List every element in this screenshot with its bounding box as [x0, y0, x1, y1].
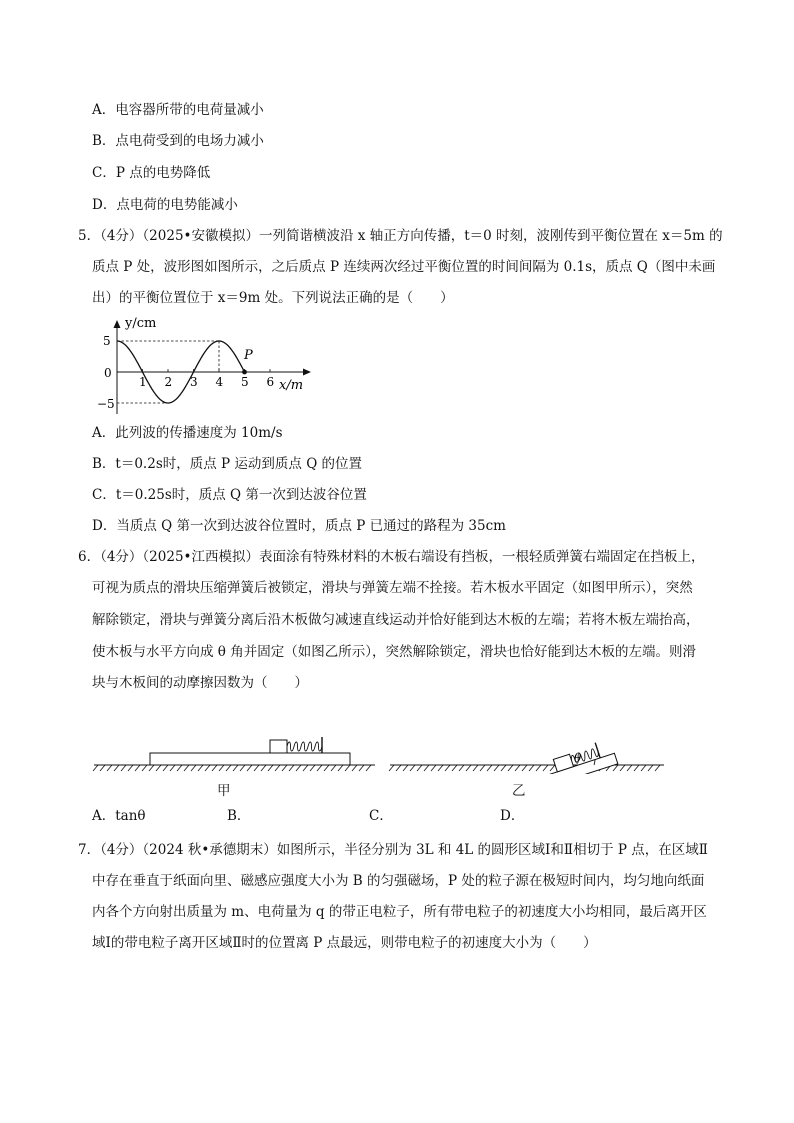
q5-option-b: B．t＝0.2s时，质点 P 运动到质点 Q 的位置: [92, 456, 363, 472]
y-tick-pos: 5: [103, 334, 111, 348]
y-axis-label: y/cm: [125, 316, 157, 331]
q5-stem-line-3: 出）的平衡位置位于 x＝9m 处。下列说法正确的是（ ）: [92, 290, 454, 306]
q6-stem-line-4: 使木板与水平方向成 θ 角并固定（如图乙所示），突然解除锁定，滑块也恰好能到达木板的左端。则滑: [92, 644, 696, 660]
y-axis-arrow: [114, 320, 121, 328]
q6-figure-horizontal: [92, 732, 377, 772]
q6-options-row: [92, 806, 652, 826]
q7-stem-line-3: 内各个方向射出质量为 m、电荷量为 q 的带正电粒子，所有带电粒子的初速度大小均相同，最后离开区: [92, 904, 707, 920]
q6-figure-inclined: [388, 698, 668, 774]
q4-option-c: C．P 点的电势降低: [92, 165, 211, 181]
origin-label: 0: [104, 366, 112, 380]
x-tick-label: 4: [215, 375, 224, 389]
q7-stem-line-4: 域Ⅰ的带电粒子离开区域Ⅱ时的位置离 P 点最远，则带电粒子的初速度大小为（ ）: [92, 935, 597, 951]
x-axis-label: x/m: [279, 378, 304, 393]
q6-option-d: D．: [500, 808, 525, 824]
x-tick-label: 3: [190, 375, 198, 389]
q6-stem-line-3: 解除锁定，滑块与弹簧分离后沿木板做匀减速直线运动并恰好能到达木板的左端；若将木板左端抬高，: [92, 612, 700, 628]
x-tick-label: 6: [266, 375, 275, 389]
figure-label-yi: 乙: [512, 783, 526, 799]
q5-stem-line-1: 5．（4分）（2025•安徽模拟）一列简谐横波沿 x 轴正方向传播，t＝0 时刻，波刚传到平衡位置在 x＝5m 的: [78, 228, 723, 244]
wooden-board: [150, 753, 350, 765]
point-p-label: P: [244, 348, 253, 363]
inclined-board-group: [438, 738, 618, 774]
q6-option-c: C．: [369, 808, 393, 824]
figure-label-jia: 甲: [217, 783, 231, 799]
q5-option-c: C．t＝0.25s时，质点 Q 第一次到达波谷位置: [92, 487, 367, 503]
q4-option-a: A．电容器所带的电荷量减小: [92, 102, 264, 118]
q7-stem-line-2: 中存在垂直于纸面向里、磁感应强度大小为 B 的匀强磁场，P 处的粒子源在极短时间内，均匀地向纸面: [92, 873, 705, 889]
q6-option-a: A．tanθ: [92, 808, 146, 824]
q5-wave-graph: [95, 314, 325, 419]
ground-hatching: [93, 765, 371, 771]
angle-theta-label: θ: [574, 751, 582, 765]
q6-stem-line-2: 可视为质点的滑块压缩弹簧后被锁定，滑块与弹簧左端不拴接。若木板水平固定（如图甲所示），突然: [92, 580, 693, 596]
wave-axes: [114, 320, 312, 414]
q4-option-d: D．点电荷的电势能减小: [92, 197, 238, 213]
q6-option-b: B．: [227, 808, 251, 824]
x-tick-label: 1: [139, 375, 147, 389]
q5-stem-line-2: 质点 P 处，波形图如图所示，之后质点 P 连续两次经过平衡位置的时间间隔为 0.1s，质点 Q（图中未画: [92, 259, 716, 275]
x-axis-arrow: [303, 369, 311, 376]
q5-option-d: D．当质点 Q 第一次到达波谷位置时，质点 P 已通过的路程为 35cm: [92, 518, 506, 534]
y-tick-neg: −5: [97, 397, 115, 411]
x-tick-label: 2: [164, 375, 173, 389]
q6-stem-line-1: 6．（4分）（2025•江西模拟）表面涂有特殊材料的木板右端设有挡板，一根轻质弹簧右端固定在挡板上，: [78, 549, 705, 565]
q6-stem-line-5: 块与木板间的动摩擦因数为（ ）: [92, 675, 308, 691]
x-tick-label: 5: [241, 375, 249, 389]
q5-option-a: A．此列波的传播速度为 10m/s: [92, 425, 283, 441]
q7-stem-line-1: 7．（4分）（2024 秋•承德期末）如图所示，半径分别为 3L 和 4L 的圆形区域Ⅰ和Ⅱ相切于 P 点，在区域Ⅱ: [78, 842, 708, 858]
ground-hatching: [389, 765, 660, 771]
q4-option-b: B．点电荷受到的电场力减小: [92, 133, 264, 149]
slider-block: [270, 740, 287, 753]
spring-coil: [287, 742, 322, 751]
